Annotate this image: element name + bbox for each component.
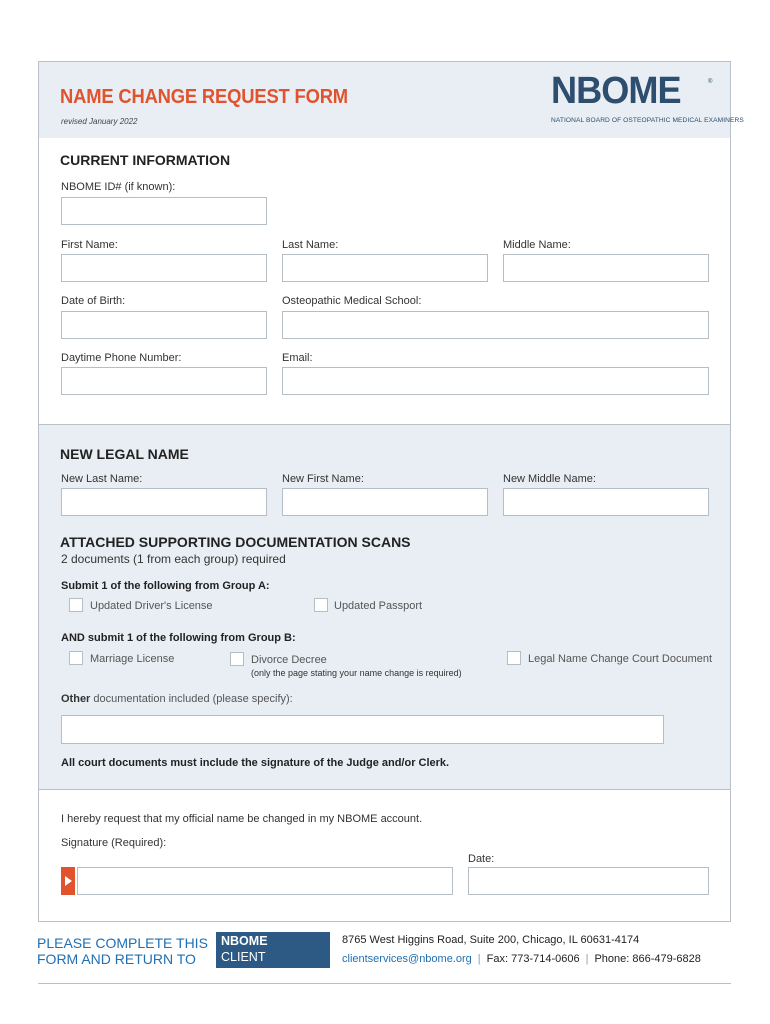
marriage-license-checkbox[interactable] [69, 651, 83, 665]
email-label: Email: [282, 352, 313, 364]
footer-line-1: PLEASE COMPLETE THIS [37, 935, 208, 951]
footer-line-2: FORM AND RETURN TO [37, 951, 196, 967]
school-label: Osteopathic Medical School: [282, 295, 422, 307]
footer-rule [38, 983, 731, 984]
court-note: All court documents must include the signature of the Judge and/or Clerk. [61, 757, 450, 769]
dob-label: Date of Birth: [61, 295, 126, 307]
footer-address: 8765 West Higgins Road, Suite 200, Chicago, IL 60631-4174 [342, 934, 640, 946]
court-document-checkbox[interactable] [507, 651, 521, 665]
new-last-name-label: New Last Name: [61, 473, 143, 485]
current-info-title: CURRENT INFORMATION [60, 152, 231, 168]
signature-label: Signature (Required): [61, 837, 167, 849]
phone-number: Phone: 866-479-6828 [594, 953, 701, 965]
other-docs-field[interactable] [61, 715, 664, 744]
group-a-label: Submit 1 of the following from Group A: [61, 580, 270, 592]
divorce-decree-checkbox[interactable] [230, 652, 244, 666]
client-services-label: CLIENT SERVICES [221, 950, 284, 981]
revised-date: revised January 2022 [61, 117, 138, 126]
nbome-id-field[interactable] [61, 197, 267, 225]
footer-instruction [37, 935, 208, 967]
court-document-label: Legal Name Change Court Document [528, 653, 713, 665]
new-middle-name-field[interactable] [503, 488, 709, 516]
first-name-field[interactable] [61, 254, 267, 282]
separator-1: | [477, 953, 481, 965]
footer-contact [342, 953, 701, 965]
divorce-decree-note: (only the page stating your name change is required) [251, 668, 462, 678]
nbome-logo: NBOME [551, 70, 681, 112]
new-middle-name-label: New Middle Name: [503, 473, 596, 485]
logo-trademark: ® [708, 79, 713, 85]
dob-field[interactable] [61, 311, 267, 339]
middle-name-field[interactable] [503, 254, 709, 282]
signature-arrow-icon [61, 867, 75, 895]
form-title: NAME CHANGE REQUEST FORM [60, 86, 348, 108]
school-field[interactable] [282, 311, 709, 339]
other-bold: Other [61, 693, 91, 705]
last-name-label: Last Name: [282, 239, 339, 251]
docs-subtitle: 2 documents (1 from each group) required [61, 552, 286, 566]
drivers-license-checkbox[interactable] [69, 598, 83, 612]
new-first-name-field[interactable] [282, 488, 488, 516]
date-field[interactable] [468, 867, 709, 895]
docs-title: ATTACHED SUPPORTING DOCUMENTATION SCANS [60, 534, 411, 550]
phone-label: Daytime Phone Number: [61, 352, 182, 364]
date-label: Date: [468, 853, 495, 865]
new-last-name-field[interactable] [61, 488, 267, 516]
drivers-license-label: Updated Driver's License [90, 600, 213, 612]
middle-name-label: Middle Name: [503, 239, 571, 251]
request-statement: I hereby request that my official name be changed in my NBOME account. [61, 813, 423, 825]
separator-2: | [585, 953, 589, 965]
divorce-decree-label: Divorce Decree [251, 654, 327, 666]
other-rest: documentation included (please specify): [90, 693, 293, 705]
passport-label: Updated Passport [334, 600, 423, 612]
fax-number: Fax: 773-714-0606 [486, 953, 580, 965]
client-services-box [216, 932, 330, 981]
last-name-field[interactable] [282, 254, 488, 282]
new-legal-name-title: NEW LEGAL NAME [60, 446, 189, 462]
passport-checkbox[interactable] [314, 598, 328, 612]
nbome-id-label: NBOME ID# (if known): [61, 181, 176, 193]
signature-field[interactable] [77, 867, 453, 895]
first-name-label: First Name: [61, 239, 118, 251]
group-b-label: AND submit 1 of the following from Group B: [61, 632, 296, 644]
marriage-license-label: Marriage License [90, 653, 175, 665]
new-first-name-label: New First Name: [282, 473, 364, 485]
email-field[interactable] [282, 367, 709, 395]
logo-subtitle: NATIONAL BOARD OF OSTEOPATHIC MEDICAL EXAMINERS [551, 117, 744, 124]
other-docs-label [61, 693, 293, 705]
client-services-nbome: NBOME [221, 934, 268, 948]
phone-field[interactable] [61, 367, 267, 395]
client-services-email-link[interactable]: clientservices@nbome.org [342, 953, 472, 965]
